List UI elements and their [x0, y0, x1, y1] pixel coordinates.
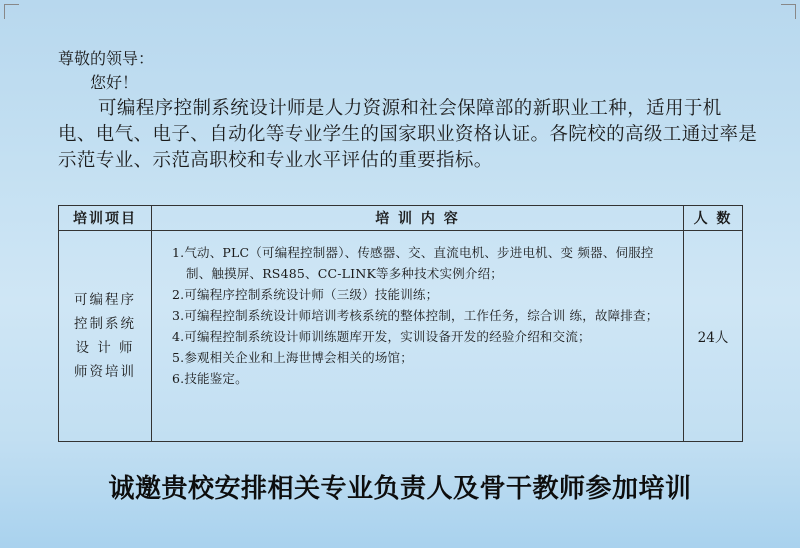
training-table: [58, 205, 743, 442]
content-cell: [152, 231, 684, 442]
intro-paragraph: 可编程序控制系统设计师是人力资源和社会保障部的新职业工种，适用于机电、电气、电子、自动化等专业学生的国家职业资格认证。各院校的高级工通过率是示范专业、示范高职校和专业水平评估的重要指标。: [58, 98, 758, 171]
project-line: 设 计 师: [75, 340, 135, 356]
list-item: 4.可编程控制系统设计师训练题库开发，实训设备开发的经验介绍和交流；: [172, 329, 591, 344]
list-item: 3.可编程控制系统设计师培训考核系统的整体控制，工作任务，综合训 练，故障排查；: [172, 308, 659, 323]
invitation-slogan: 诚邀贵校安排相关专业负责人及骨干教师参加培训: [108, 474, 692, 504]
header-project: 培训项目: [59, 206, 152, 231]
header-content: 培 训 内 容: [152, 206, 684, 231]
project-line: 控制系统: [74, 316, 136, 332]
list-item: 6.技能鉴定。: [172, 371, 248, 386]
project-cell: [59, 231, 152, 442]
project-line: 可编程序: [74, 292, 136, 308]
table-header-row: [59, 206, 743, 231]
table-row: [59, 231, 743, 442]
count-cell: 24人: [684, 231, 743, 442]
header-count: 人 数: [684, 206, 743, 231]
project-line: 师资培训: [74, 364, 136, 380]
list-item: 5.参观相关企业和上海世博会相关的场馆；: [172, 350, 413, 365]
salutation: 尊敬的领导：: [58, 49, 155, 68]
list-item: 2.可编程序控制系统设计师（三级）技能训练；: [172, 287, 439, 302]
crop-mark-top-left: [4, 4, 19, 19]
list-item: 1.气动、PLC（可编程控制器）、传感器、交、直流电机、步进电机、变 频器、伺服控制、触摸屏、RS485、CC-LINK等多种技术实例介绍；: [172, 245, 654, 281]
hello-line: 您好！: [90, 73, 139, 92]
crop-mark-top-right: [781, 4, 796, 19]
content-list: [172, 242, 671, 389]
letter-body: [58, 48, 758, 174]
